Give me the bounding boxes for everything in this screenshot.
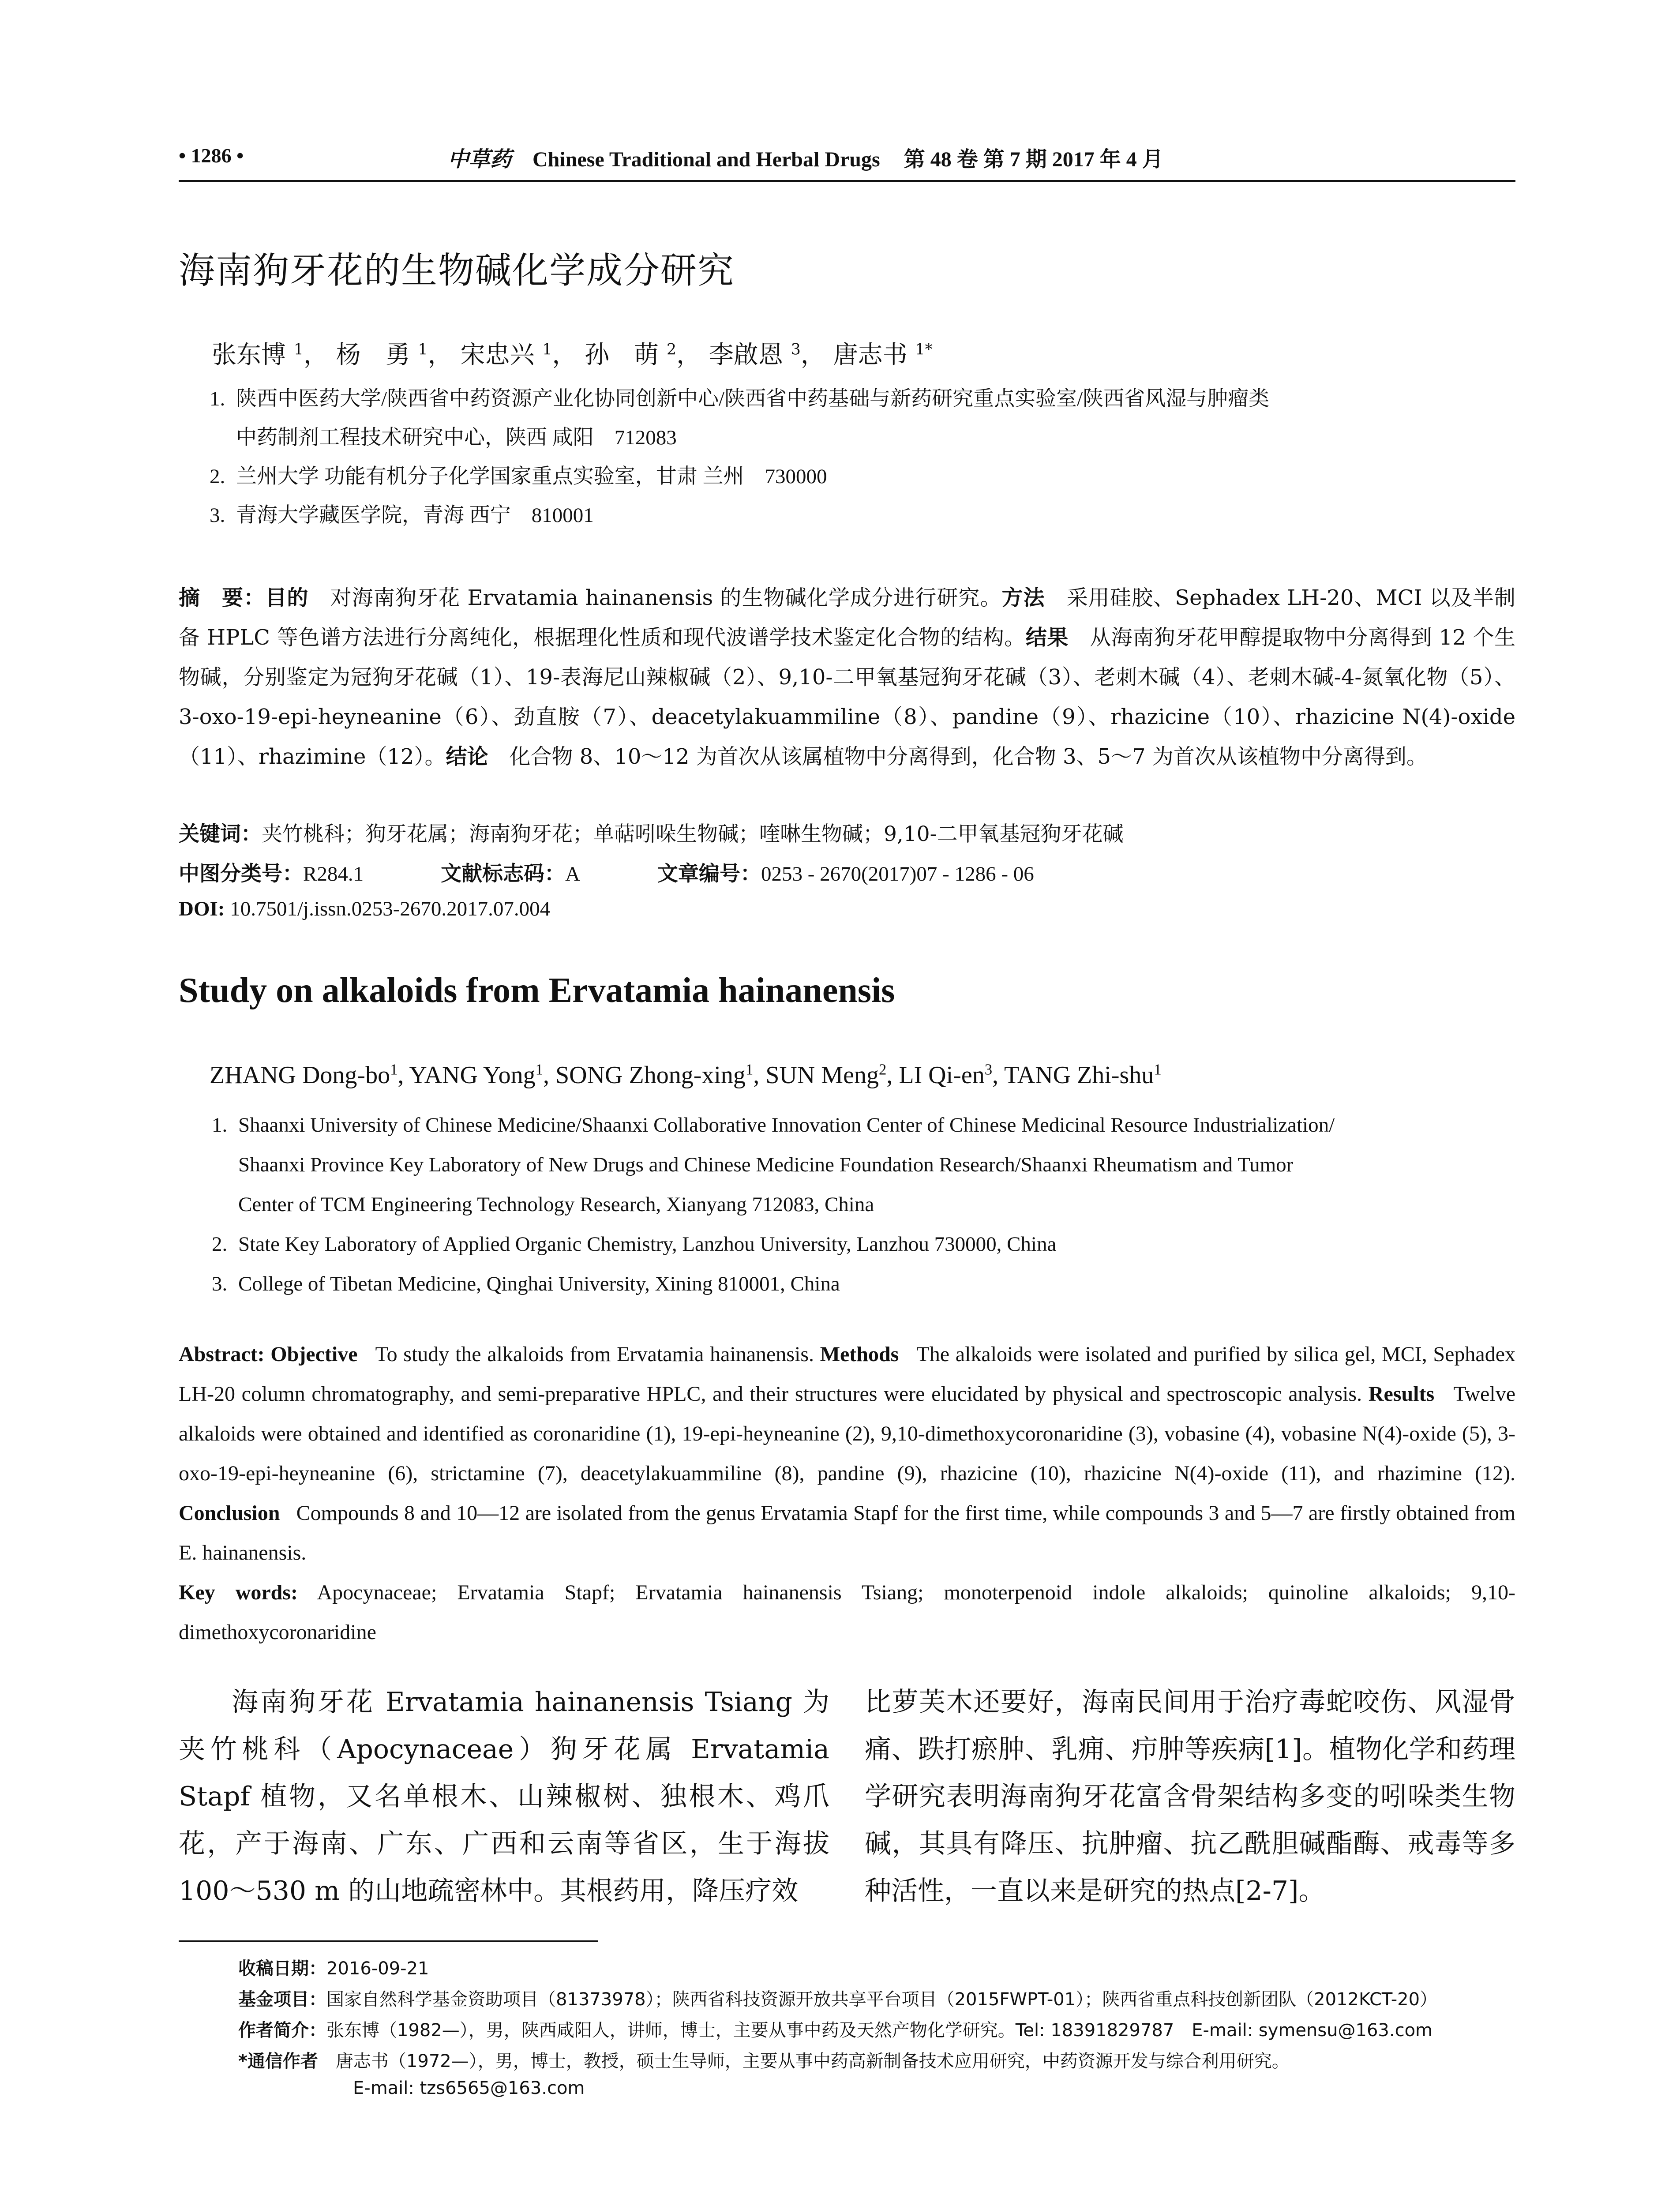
author-affiliation-marker: 2 (666, 341, 677, 359)
footnote-divider (179, 1940, 598, 1942)
footnote-author-bio: 作者简介：张东博（1982—），男，陕西咸阳人，讲师，博士，主要从事中药及天然产物化学研究。Tel: 18391829787 E-mail: symensu@163.com (238, 2020, 1433, 2041)
affiliation-item: 1. Shaanxi University of Chinese Medicine/Shaanxi Collaborative Innovation Center of Chinese Medicinal Resource Industrialization/ (212, 1114, 1335, 1137)
affiliation-item: 2. State Key Laboratory of Applied Organic Chemistry, Lanzhou University, Lanzhou 730000, China (212, 1233, 1057, 1256)
body-column-right: 比萝芙木还要好，海南民间用于治疗毒蛇咬伤、风湿骨痛、跌打瘀肿、乳痈、疖肿等疾病[1]。植物化学和药理学研究表明海南狗牙花富含骨架结构多变的吲哚类生物碱，其具有降压、抗肿瘤、抗乙酰胆碱酯酶、戒毒等多种活性，一直以来是研究的热点[2-7]。 (865, 1687, 1515, 1906)
conclusion-label: Conclusion (179, 1501, 280, 1525)
author-name: 李啟恩 (709, 341, 783, 369)
doi-line (179, 897, 550, 921)
author-name: 杨 勇 (336, 341, 410, 369)
keywords-en-text: Apocynaceae; Ervatamia Stapf; Ervatamia hainanensis Tsiang; monoterpenoid indole alkaloids; quinoline alkaloids; 9,10-dimethoxycoronaridine (179, 1581, 1516, 1644)
authors-zh: 张东博 $^1$， 杨 勇 $^1$， 宋忠兴 $^1$， 孙 萌 $^2$， 李啟恩 $^3$， 唐志书 $^{1*}$ (212, 341, 933, 369)
doi-value: 10.7501/j.issn.0253-2670.2017.07.004 (230, 897, 551, 920)
objective-label: Objective (270, 1343, 358, 1366)
affiliation-item-continued: Center of TCM Engineering Technology Research, Xianyang 712083, China (238, 1193, 874, 1216)
title-en: Study on alkaloids from Ervatamia hainanensis (179, 971, 895, 1010)
methods-label: Methods (820, 1343, 899, 1366)
doi-label: DOI: (179, 897, 225, 920)
affiliation-item: 1. 陕西中医药大学/陕西省中药资源产业化协同创新中心/陕西省中药基础与新药研究重点实验室/陕西省风湿与肿瘤类 (210, 387, 1270, 410)
footnote-funding: 基金项目：国家自然科学基金资助项目（81373978）；陕西省科技资源开放共享平台项目（2015FWPT-01）；陕西省重点科技创新团队（2012KCT-20） (238, 1989, 1438, 2010)
author-name: 宋忠兴 (460, 341, 535, 369)
footnote-received: 收稿日期：2016-09-21 (238, 1958, 429, 1979)
methods-text: 采用硅胶、Sephadex LH-20、MCI 以及半制备 HPLC 等色谱方法进行分离纯化，根据理化性质和现代波谱学技术鉴定化合物的结构。 (179, 585, 1515, 650)
author-name: 张东博 (212, 341, 286, 369)
results-label: Results (1368, 1382, 1435, 1406)
affiliations-en (212, 1105, 1335, 1304)
author-affiliation-marker: 1* (915, 341, 933, 359)
objective-label: 目的 (265, 585, 309, 610)
page-number: • 1286 • (179, 144, 244, 167)
keywords-zh-text: 夹竹桃科；狗牙花属；海南狗牙花；单萜吲哚生物碱；喹啉生物碱；9,10-二甲氧基冠狗牙花碱 (262, 822, 1124, 846)
affiliation-item: 3. College of Tibetan Medicine, Qinghai University, Xining 810001, China (212, 1272, 840, 1295)
title-zh: 海南狗牙花的生物碱化学成分研究 (179, 250, 735, 292)
abstract-zh (179, 578, 1515, 777)
journal-name-en: Chinese Traditional and Herbal Drugs (532, 148, 880, 171)
results-label: 结果 (1025, 625, 1069, 650)
author-affiliation-marker: 1 (293, 341, 304, 359)
affiliations-zh (210, 379, 1269, 535)
authors-en: ZHANG Dong-$bo^1$, YANG Yong$^1$, SONG Zhong-xing$^1$, SUN Meng$^2$, LI $Qi-en^3$, TANG Zhi-shu$^1$ (210, 1061, 1162, 1089)
keywords-zh-label: 关键词： (179, 822, 262, 846)
author-affiliation-marker: 3 (791, 341, 801, 359)
results-text: 从海南狗牙花甲醇提取物中分离得到 12 个生物碱，分别鉴定为冠狗牙花碱（1）、19-表海尼山辣椒碱（2）、9,10-二甲氧基冠狗牙花碱（3）、老刺木碱（4）、老刺木碱-4-氮氧化物（5）、3-oxo-19-epi-heyneanine（6）、劲直胺（7）、deacetylakuammiline（8）、pandine（9）、rhazicine（10）、rhazicine N(4)-oxide（11）、rhazimine（12）。 (179, 625, 1515, 769)
clc-number: R284.1 (303, 863, 364, 885)
journal-issue: 第 48 卷 第 7 期 2017 年 4 月 (904, 148, 1163, 171)
author-name: 唐志书 (833, 341, 908, 369)
footnote-corresponding-author: *通信作者 唐志书（1972—），男，博士，教授，硕士生导师，主要从事中药高新制备技术应用研究，中药资源开发与综合利用研究。 (238, 2051, 1290, 2071)
article-number: 0253 - 2670(2017)07 - 1286 - 06 (761, 863, 1034, 885)
classification-line: 中图分类号：R284.1 文献标志码：A 文章编号：0253 - 2670(2017)07 - 1286 - 06 (179, 862, 1034, 886)
footnote-corresponding-email: E-mail: tzs6565@163.com (353, 2078, 585, 2098)
objective-text: To study the alkaloids from Ervatamia hainanensis. (375, 1343, 814, 1366)
keywords-en-label: Key words: (179, 1581, 298, 1604)
abstract-en-label: Abstract: (179, 1343, 265, 1366)
objective-text: 对海南狗牙花 Ervatamia hainanensis 的生物碱化学成分进行研究。 (330, 585, 1002, 610)
conclusion-text: Compounds 8 and 10—12 are isolated from the genus Ervatamia Stapf for the first time, while compounds 3 and 5—7 are firstly obtained from E. hainanensis. (179, 1501, 1516, 1564)
affiliation-item-continued: 中药制剂工程技术研究中心，陕西 咸阳 712083 (236, 426, 677, 449)
results-text: Twelve alkaloids were obtained and identified as coronaridine (1), 19-epi-heyneanine (2), 9,10-dimethoxycoronaridine (3), vobasine (4), vobasine N(4)-oxide (5), 3-oxo-19-epi-heyneanine (6), strictamine (7), deacetylakuammiline (8), pandine (9), rhazicine (10), rhazicine N(4)-oxide (11), and rhazimine (12). (179, 1382, 1515, 1485)
methods-text: The alkaloids were isolated and purified by silica gel, MCI, Sephadex LH-20 column chromatography, and semi-preparative HPLC, and their structures were elucidated by physical and spectroscopic analysis. (179, 1343, 1516, 1406)
body-column-left: 海南狗牙花 Ervatamia hainanensis Tsiang 为夹竹桃科（Apocynaceae）狗牙花属 Ervatamia Stapf 植物，又名单根木、山辣椒树、独根木、鸡爪花，产于海南、广东、广西和云南等省区，生于海拔 100～530 m 的山地疏密林中。其根药用，降压疗效 (179, 1687, 829, 1906)
keywords-zh (179, 818, 1124, 847)
methods-label: 方法 (1001, 585, 1045, 610)
author-affiliation-marker: 1 (542, 341, 552, 359)
running-header (179, 140, 1515, 182)
journal-line (448, 142, 1163, 173)
conclusion-label: 结论 (446, 744, 488, 769)
document-code: A (565, 863, 581, 885)
author-affiliation-marker: 1 (418, 341, 428, 359)
abstract-zh-label: 摘 要： (179, 585, 266, 610)
affiliation-item: 3. 青海大学藏医学院，青海 西宁 810001 (210, 504, 594, 527)
author-name: 孙 萌 (585, 341, 659, 369)
affiliation-item: 2. 兰州大学 功能有机分子化学国家重点实验室，甘肃 兰州 730000 (210, 465, 827, 488)
conclusion-text: 化合物 8、10～12 为首次从该属植物中分离得到，化合物 3、5～7 为首次从该植物中分离得到。 (509, 744, 1428, 769)
abstract-en (179, 1335, 1515, 1652)
journal-name-zh: 中草药 (448, 147, 512, 172)
affiliation-item-continued: Shaanxi Province Key Laboratory of New Drugs and Chinese Medicine Foundation Research/Shaanxi Rheumatism and Tumor (238, 1153, 1294, 1176)
